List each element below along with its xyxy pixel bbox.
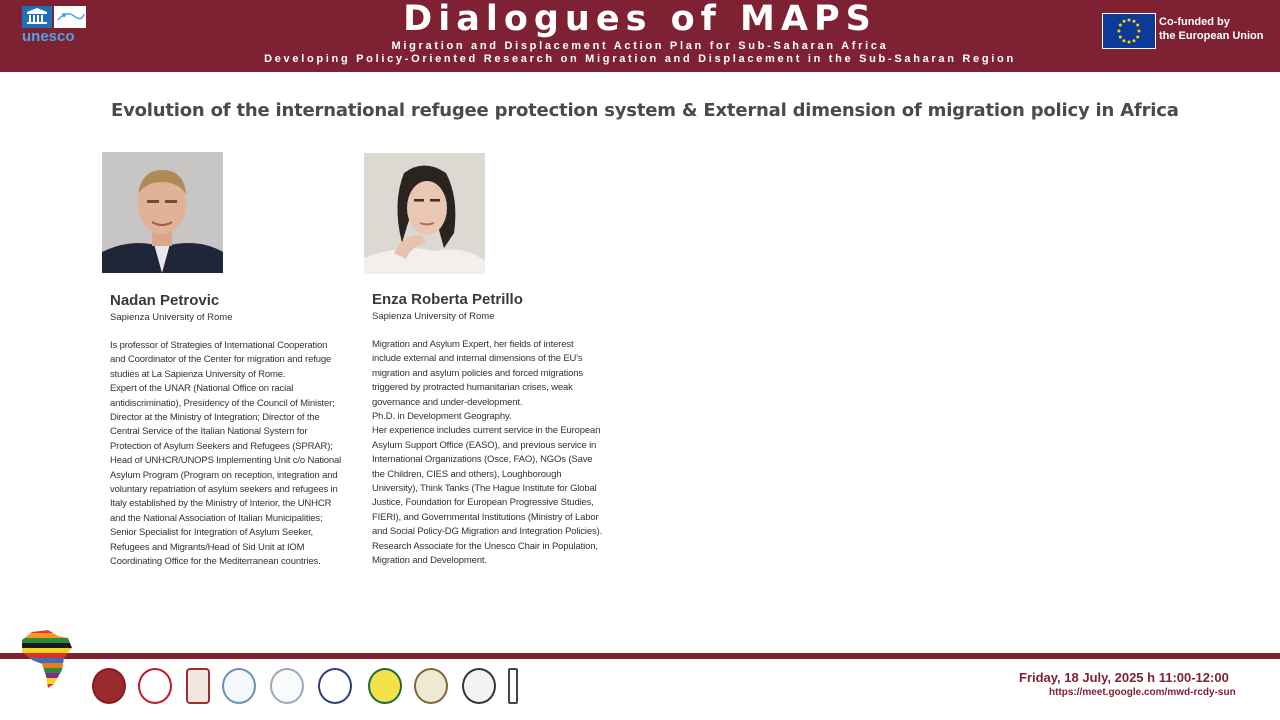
speaker-affiliation: Sapienza University of Rome	[372, 311, 495, 322]
speaker-bio: Migration and Asylum Expert, her fields of interest include external and internal dimensions of the EU's migration and asylum policies and forced migrations triggered by protracted humanitarian crises, weak governance and under-development. Ph.D. in Development Geography. Her experience includes current service in the European Asylum Support Office (EASO), and previous service in International Organizations (Osce, FAO), NGOs (Save the Children, CIES and others), Loughborough University), Think Tanks (The Hague Institute for Global Justice, Foundation for European Progressive Studies, FIERI), and Governmental Institutions (Ministry of Labor and Social Policy-DG Migration and Integration Policies). Research Associate for the Unesco Chair in Population, Migration and Development.	[372, 339, 603, 567]
eu-cofunded-label	[1159, 15, 1264, 43]
event-date-time: Friday, 18 July, 2025 h 11:00-12:00	[1019, 670, 1229, 685]
speaker-card-nadan-petrovic	[110, 292, 342, 570]
speaker-bio: Is professor of Strategies of International Cooperation and Coordinator of the Center for migration and refuge studies at La Sapienza University of Rome. Expert of the UNAR (National Office on racial antidiscriminatio), Presidency of the Council of Minister; Director at the Ministry of Integration; Director of the Central Service of the Italian National System for Protection of Asylum Seekers and Refugees (SPRAR); Head of UNHCR/UNOPS Implementing Unit c/o National Asylum Program (Program on reception, integration and voluntary repatriation of asylum seekers and refugees in Italy established by the Ministry of Interior, the UNHCR and the National Association of Italian Municipalities; Senior Specialist for Integration of Asylum Seeker, Refugees and Migrants/Head of Sid Unit at IOM Coordinating Office for the Mediterranean countries.	[110, 340, 342, 568]
speaker-name: Nadan Petrovic	[110, 292, 220, 309]
event-subtitle-1: Migration and Displacement Action Plan for Sub-Saharan Africa	[391, 40, 889, 52]
speaker-card-enza-roberta-petrillo	[372, 291, 604, 569]
university-seal-icon	[222, 668, 256, 704]
university-seal-icon	[318, 668, 352, 704]
header-banner	[0, 0, 1280, 72]
university-seal-icon	[138, 668, 172, 704]
eu-label-line1: Co-funded by	[1159, 16, 1230, 28]
speaker-affiliation: Sapienza University of Rome	[110, 312, 233, 323]
speaker-photo-nadan-petrovic	[102, 152, 223, 273]
unesco-wordmark: unesco	[22, 28, 75, 45]
university-seal-icon	[270, 668, 304, 704]
event-subtitle-2: Developing Policy-Oriented Research on Migration and Displacement in the Sub-Saharan Region	[264, 53, 1016, 65]
university-crest-icon	[186, 668, 210, 704]
talk-title: Evolution of the international refugee protection system & External dimension of migration policy in Africa	[111, 100, 1179, 121]
meeting-link[interactable]: https://meet.google.com/mwd-rcdy-sun	[1049, 687, 1236, 698]
university-seal-icon	[368, 668, 402, 704]
speaker-name: Enza Roberta Petrillo	[372, 291, 523, 308]
university-seal-icon	[414, 668, 448, 704]
university-seal-icon	[92, 668, 126, 704]
event-title: Dialogues of MAPS	[403, 0, 877, 39]
speaker-photo-enza-roberta-petrillo	[364, 153, 485, 274]
eu-label-line2: the European Union	[1159, 30, 1264, 42]
university-seal-icon	[462, 668, 496, 704]
eu-flag-icon	[1102, 13, 1156, 49]
footer-divider	[0, 653, 1280, 659]
africa-map-icon	[18, 628, 76, 690]
university-vertical-logo-icon	[508, 668, 518, 704]
